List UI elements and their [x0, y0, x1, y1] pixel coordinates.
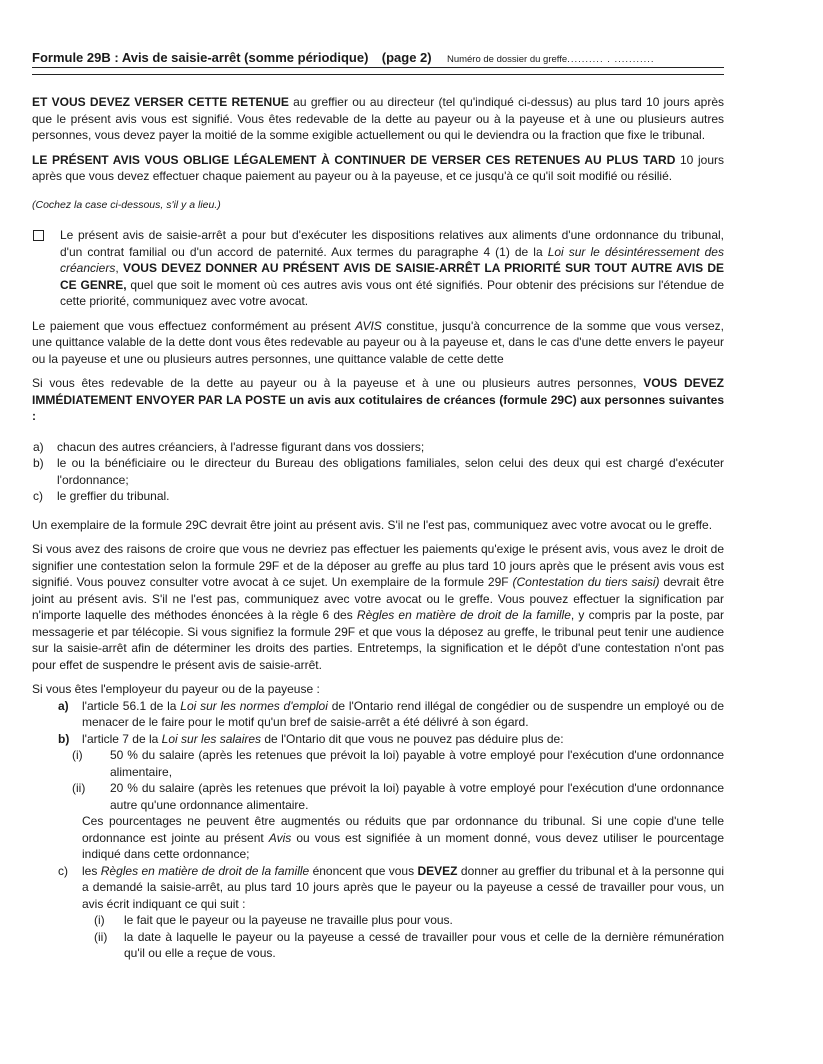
percentage-note: Ces pourcentages ne peuvent être augmentés ou réduits que par ordonnance du tribunal. Si une copie d'une telle ordonnance est jointe au présent Avis ou vous est signifiée à un moment donné, vous devez utiliser le pourcentage indiqué dans cette ordonnance; [82, 814, 725, 861]
file-number-blank: .......... . ........... [567, 54, 655, 65]
support-priority-text: Le présent avis de saisie-arrêt a pour but d'exécuter les dispositions relatives aux aliments d'une ordonnance du tribunal, d'un contrat familial ou d'un accord de paternité. Aux termes du paragraphe 4 (1) de la Loi sur le désintéressement des créanciers, VOUS DEVEZ DONNER AU PRÉSENT AVIS DE SAISIE-ARRÊT LA PRIORITÉ SUR TOUT AUTRE AVIS DE CE GENRE, quel que soit le moment où ces autres avis vous ont été signifiés. Pour obtenir des précisions sur l'étendue de cette priorité, communiquez avec votre avocat. [60, 228, 725, 308]
header-rule-bottom [32, 74, 724, 75]
termination-notice-list [32, 912, 724, 962]
form-title: Formule 29B : Avis de saisie-arrêt (somme périodique) [32, 50, 369, 65]
support-priority-checkbox[interactable] [33, 230, 44, 241]
dispute-paragraph: Si vous avez des raisons de croire que vous ne devriez pas effectuer les paiements qu'exige le présent avis, vous avez le droit de signifier une contestation selon la formule 29F et de la déposer au greffe au plus tard 10 jours après que le présent avis vous est signifié. Vous pouvez consulter votre avocat à ce sujet. Un exemplaire de la formule 29F (Contestation du tiers saisi) devrait être joint au présent avis. S'il ne l'est pas, communiquez avec votre avocat ou le greffe. Vous pouvez effectuer la signification par n'importe laquelle des méthodes énoncées à la règle 6 des Règles en matière de droit de la famille, y compris par la poste, par messagerie et par télécopie. Si vous signifiez la formule 29F et que vous la déposez au greffe, le tribunal peut tenir une audience sur la saisie-arrêt afin de déterminer les droits des parties. Entretemps, la signification et le dépôt d'une contestation n'ont pas pour effet de suspendre le présent avis de saisie-arrêt. [32, 542, 725, 672]
list-item: b) l'article 7 de la Loi sur les salaires de l'Ontario dit que vous ne pouvez pas déduire plus de: [58, 731, 564, 746]
list-item: (i) le fait que le payeur ou la payeuse ne travaille plus pour vous. [94, 913, 453, 927]
employer-obligations-list-cont [32, 863, 724, 913]
list-item: c) les Règles en matière de droit de la famille énoncent que vous DEVEZ donner au greffier du tribunal et à la personne qui a demandé la saisie-arrêt, au plus tard 10 jours après que le payeur ou la payeuse a cessé de travailler pour vous, un avis écrit indiquant ce qui suit : [58, 863, 724, 911]
continuing-obligation-paragraph: LE PRÉSENT AVIS VOUS OBLIGE LÉGALEMENT À CONTINUER DE VERSER CES RETENUES AU PLUS TARD 10 jours après que vous devez effectuer chaque paiement au payeur ou à la payeuse, et ce jusqu'à ce qu'il soit modifié ou résilié. [32, 152, 724, 183]
list-item: (ii) 20 % du salaire (après les retenues que prévoit la loi) payable à votre employé pour l'exécution d'une ordonnance autre qu'une ordonnance alimentaire. [72, 781, 724, 812]
list-item: a) l'article 56.1 de la Loi sur les normes d'emploi de l'Ontario rend illégal de congédier ou de suspendre un employé ou de menacer de le faire pour le motif qu'un bref de saisie-arrêt a été délivré à son égard. [58, 698, 724, 729]
header-rule-top [32, 67, 724, 68]
employer-obligations-list [32, 698, 724, 748]
list-item: b) le ou la bénéficiaire ou le directeur du Bureau des obligations familiales, selon celui des deux qui est chargé d'exécuter l'ordonnance; [33, 456, 724, 487]
employer-intro: Si vous êtes l'employeur du payeur ou de la payeuse : [32, 682, 320, 696]
list-item: (i) 50 % du salaire (après les retenues que prévoit la loi) payable à votre employé pour l'exécution d'une ordonnance alimentaire, [72, 748, 724, 779]
list-item: c) le greffier du tribunal. [33, 489, 170, 503]
payment-deadline-paragraph: ET VOUS DEVEZ VERSER CETTE RETENUE au greffier ou au directeur (tel qu'indiqué ci-dessus) au plus tard 10 jours après que le présent avis vous est signifié. Vous êtes redevable de la dette au payeur ou à la payeuse et à une ou plusieurs autres personnes, vous devez payer la moitié de la somme exigible actuellement ou qui le deviendra ou la fraction que fixe le tribunal. [32, 95, 725, 142]
page-number-label: (page 2) [381, 50, 432, 65]
form-29c-paragraph: Un exemplaire de la formule 29C devrait être joint au présent avis. S'il ne l'est pas, communiquez avec votre avocat ou le greffe. [32, 517, 713, 532]
form-body [32, 94, 724, 962]
list-item: a) chacun des autres créanciers, à l'adresse figurant dans vos dossiers; [33, 439, 425, 454]
support-priority-option [32, 227, 724, 310]
list-item: (ii) la date à laquelle le payeur ou la payeuse a cessé de travailler pour vous et celle de la dernière rémunération qu'il ou elle a reçue de vous. [94, 929, 724, 960]
file-number-label: Numéro de dossier du greffe [446, 54, 568, 65]
page-header [32, 50, 724, 69]
wage-limits-list [32, 747, 724, 813]
co-owner-notice-paragraph: Si vous êtes redevable de la dette au payeur ou à la payeuse et à une ou plusieurs autres personnes, VOUS DEVEZ IMMÉDIATEMENT ENVOYER PAR LA POSTE un avis aux cotitulaires de créances (formule 29C) aux personnes suivantes : [32, 376, 724, 423]
check-instruction: (Cochez la case ci-dessous, s'il y a lieu.) [32, 198, 221, 211]
payment-discharge-paragraph: Le paiement que vous effectuez conformément au présent AVIS constitue, jusqu'à concurrence de la somme que vous versez, une quittance valable de la dette dont vous êtes redevable au payeur ou à la payeuse et, dans le cas d'une dette envers le payeur ou la payeuse et une ou plusieurs autres personnes, une quittance valable de cette dette [32, 318, 724, 366]
recipient-list [32, 439, 724, 505]
